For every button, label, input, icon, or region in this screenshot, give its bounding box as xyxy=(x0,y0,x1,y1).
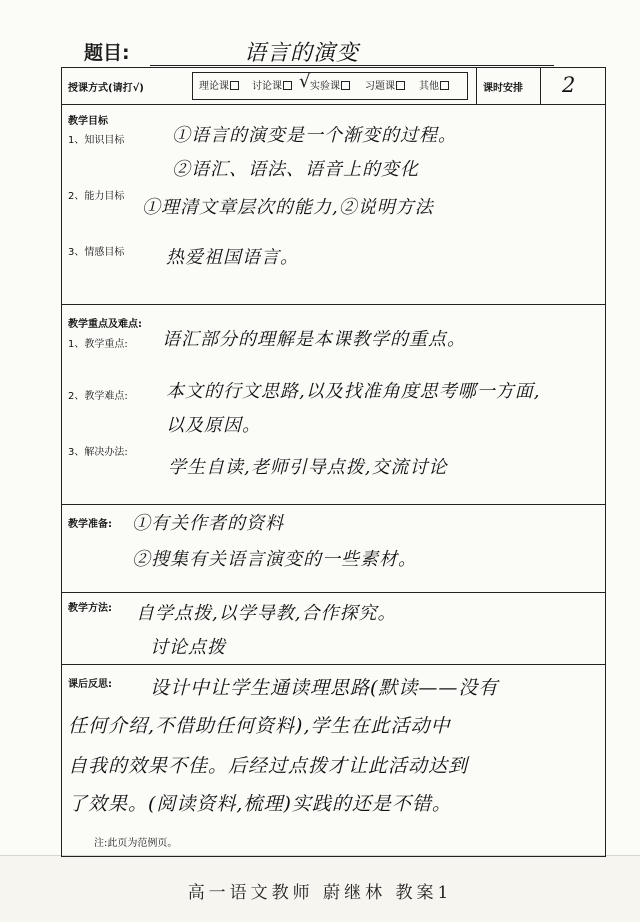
knowledge-line-1: ①语言的演变是一个渐变的过程。 xyxy=(172,125,457,146)
reflection-line-2: 任何介绍,不借助任何资料),学生在此活动中 xyxy=(68,715,451,737)
methods-section xyxy=(62,592,605,664)
option-other[interactable]: 其他 xyxy=(419,77,449,92)
checkbox-experiment[interactable] xyxy=(341,81,350,90)
reflection-line-3: 自我的效果不佳。后经过点拨才让此活动达到 xyxy=(68,755,469,777)
goals-heading: 教学目标 xyxy=(68,116,108,127)
difficulty-line-1: 本文的行文思路,以及找准角度思考哪一方面, xyxy=(166,381,541,402)
option-exercise[interactable]: 习题课 xyxy=(365,77,405,92)
method-label: 授课方式(请打√) xyxy=(68,83,144,94)
difficulty-line-2: 以及原因。 xyxy=(166,415,261,436)
option-discussion[interactable]: 讨论课 xyxy=(252,77,292,92)
solution-line-1: 学生自读,老师引导点拨,交流讨论 xyxy=(168,457,448,478)
keypoints-section xyxy=(62,304,605,504)
goals-section xyxy=(62,104,605,304)
difficulty-label: 2、教学难点: xyxy=(68,391,128,402)
checkbox-exercise[interactable] xyxy=(396,81,405,90)
option-experiment[interactable]: 实验课 xyxy=(310,77,350,92)
methods-line-1: 自学点拨,以学导教,合作探究。 xyxy=(136,603,397,624)
divider xyxy=(540,68,541,104)
checkbox-theory[interactable] xyxy=(230,81,239,90)
reflection-line-1: 设计中让学生通读理思路(默读——没有 xyxy=(150,677,499,699)
emotion-line-1: 热爱祖国语言。 xyxy=(166,247,299,268)
prep-heading: 教学准备: xyxy=(68,519,112,530)
checkbox-discussion[interactable] xyxy=(283,81,292,90)
option-theory[interactable]: 理论课 xyxy=(199,77,239,92)
title-row xyxy=(84,36,564,70)
ability-line-1: ①理清文章层次的能力,②说明方法 xyxy=(142,197,434,218)
reflection-line-4: 了效果。(阅读资料,梳理)实践的还是不错。 xyxy=(68,793,452,815)
methods-heading: 教学方法: xyxy=(68,603,112,614)
prep-line-2: ②搜集有关语言演变的一些素材。 xyxy=(132,549,417,570)
checkbox-other[interactable] xyxy=(440,81,449,90)
knowledge-line-2: ②语汇、语法、语音上的变化 xyxy=(172,159,419,180)
ability-label: 2、能力目标 xyxy=(68,191,125,202)
hours-label: 课时安排 xyxy=(483,83,523,94)
page-note: 注:此页为范例页。 xyxy=(94,838,178,849)
title-label: 题目: xyxy=(84,42,130,64)
checkmark-icon: √ xyxy=(299,71,311,92)
page-footer: 高一语文教师 蔚继林 教案1 xyxy=(187,883,453,903)
method-row xyxy=(62,68,605,104)
title-value: 语言的演变 xyxy=(244,41,360,66)
keypoints-heading: 教学重点及难点: xyxy=(68,319,142,330)
reflection-section xyxy=(62,664,605,820)
emotion-label: 3、情感目标 xyxy=(68,247,125,258)
solution-label: 3、解决办法: xyxy=(68,447,128,458)
prep-section xyxy=(62,504,605,592)
lesson-plan-form xyxy=(61,67,606,857)
prep-line-1: ①有关作者的资料 xyxy=(132,513,284,534)
focus-label: 1、教学重点: xyxy=(68,339,128,350)
divider xyxy=(476,68,477,104)
methods-line-2: 讨论点拨 xyxy=(150,637,226,658)
hours-value: 2 xyxy=(562,73,577,97)
reflection-heading: 课后反思: xyxy=(68,679,112,690)
focus-line-1: 语汇部分的理解是本课教学的重点。 xyxy=(162,329,466,350)
knowledge-label: 1、知识目标 xyxy=(68,135,125,146)
